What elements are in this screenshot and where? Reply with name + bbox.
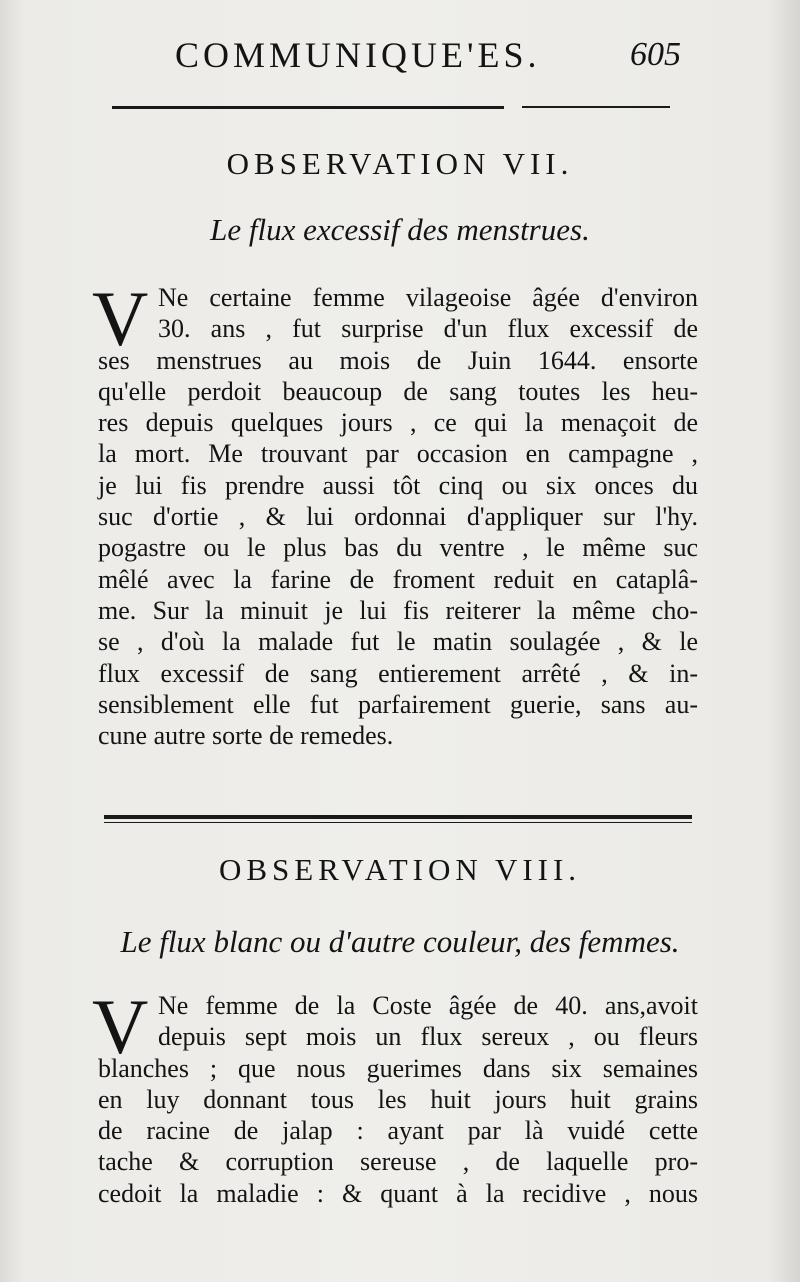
header-rule-left [112,106,504,109]
text-line: ses menstrues au mois de Juin 1644. ensorte [98,345,698,375]
observation-7-heading: OBSERVATION VII. [226,146,574,181]
text-line: res depuis quelques jours , ce qui la menaçoit de [98,408,698,438]
text-line: mêlé avec la farine de froment reduit en cataplâ- [98,564,698,594]
text-line: me. Sur la minuit je lui fis reiterer la même cho- [98,595,698,625]
text-line: sensiblement elle fut parfairement guerie, sans au- [98,689,698,719]
observation-8-drop-cap: V [92,983,149,1070]
observation-7-subtitle: Le flux excessif des menstrues. [210,212,590,247]
text-line: pogastre ou le plus bas du ventre , le même suc [98,533,698,563]
text-line: blanches ; que nous guerimes dans six semaines [98,1053,698,1083]
text-line: de racine de jalap : ayant par là vuidé cette [98,1116,698,1146]
text-line: la mort. Me trouvant par occasion en campagne , [98,439,698,469]
text-line: 30. ans , fut surprise d'un flux excessif de [158,314,698,344]
text-line: se , d'où la malade fut le matin soulagée , & le [98,627,698,657]
text-line: qu'elle perdoit beaucoup de sang toutes les heu- [98,376,698,406]
running-title: COMMUNIQUE'ES. [175,35,541,75]
text-line: flux excessif de sang entierement arrêté , & in- [98,658,698,688]
section-rule-bottom [104,822,692,823]
observation-8-heading: OBSERVATION VIII. [218,852,582,887]
text-line: cune autre sorte de remedes. [98,721,394,751]
text-line: depuis sept mois un flux sereux , ou fleurs [158,1022,698,1052]
page-number: 605 [630,36,681,73]
running-head [175,34,715,84]
text-line: tache & corruption sereuse , de laquelle pro- [98,1147,698,1177]
text-line: je lui fis prendre aussi tôt cinq ou six onces du [98,470,698,500]
observation-7-text [92,275,698,751]
observation-8-text [92,983,698,1209]
observation-8-subtitle: Le flux blanc ou d'autre couleur, des femmes. [120,924,680,959]
observation-7-drop-cap: V [92,275,149,362]
header-rule-right [522,106,670,108]
text-line: Ne femme de la Coste âgée de 40. ans,avoit [158,991,698,1020]
section-rule-top [104,815,692,819]
text-line: suc d'ortie , & lui ordonnai d'appliquer sur l'hy. [98,502,698,532]
text-line: en luy donnant tous les huit jours huit grains [98,1084,698,1114]
text-line: cedoit la maladie : & quant à la recidive , nous [98,1178,698,1208]
text-line: Ne certaine femme vilageoise âgée d'environ [158,283,698,312]
